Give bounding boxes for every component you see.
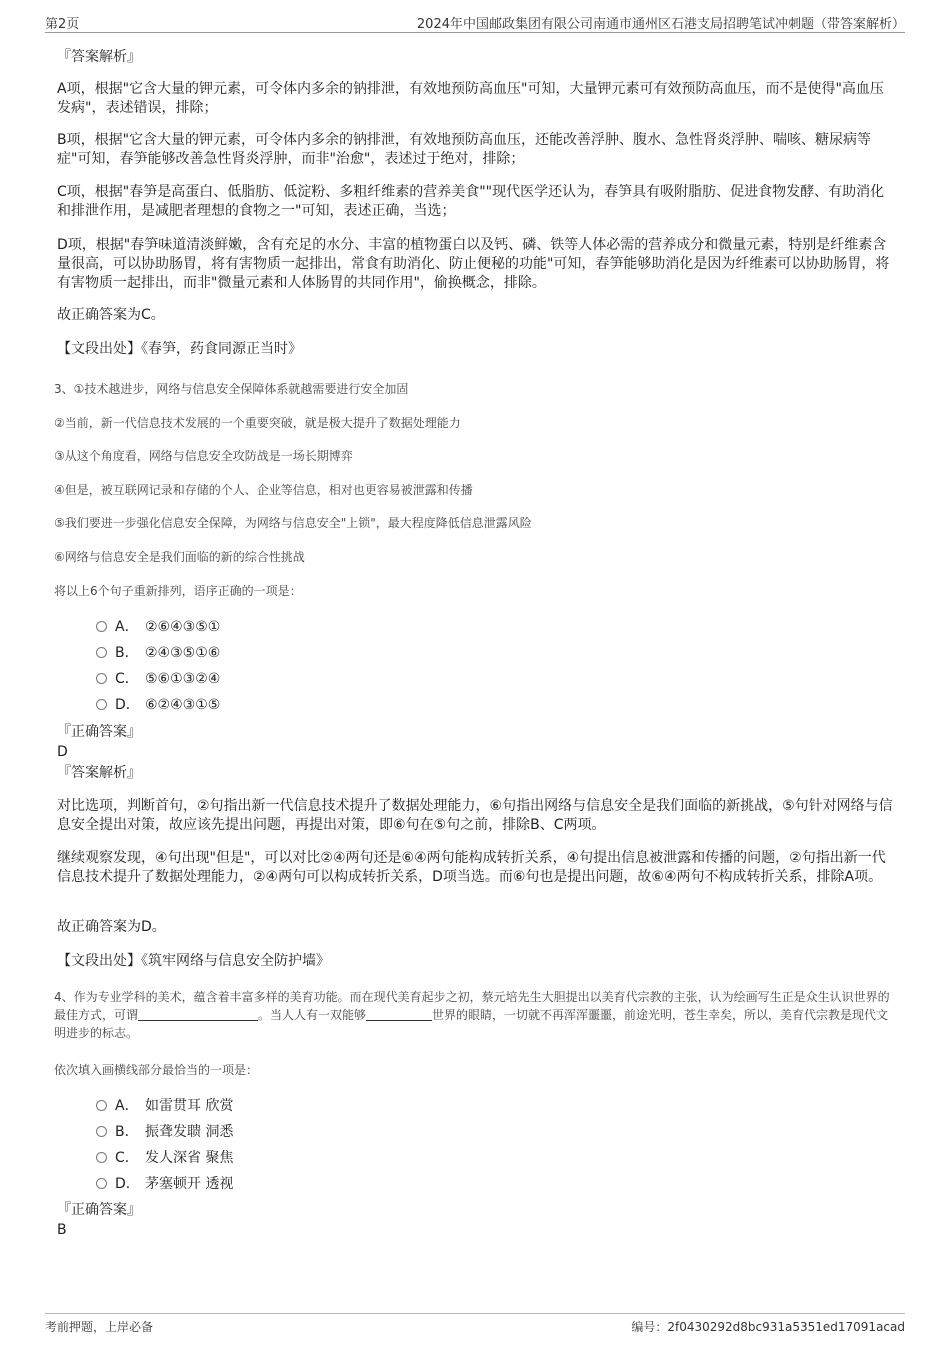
q3-sentence-6: ⑥网络与信息安全是我们面临的新的综合性挑战 [54,550,305,564]
q3-prompt: 将以上6个句子重新排列，语序正确的一项是： [54,584,302,598]
radio-icon[interactable] [96,1126,107,1137]
q3-source: 【文段出处】《筑牢网络与信息安全防护墙》 [57,953,330,969]
q3-sentence-2: ②当前，新一代信息技术发展的一个重要突破，就是极大提升了数据处理能力 [54,416,461,430]
q3-sentence-4: ④但是，被互联网记录和存储的个人、企业等信息，相对也更容易被泄露和传播 [54,483,473,497]
footer-slogan: 考前押题，上岸必备 [45,1320,154,1334]
radio-icon[interactable] [96,1100,107,1111]
q3-answer-label: 『正确答案』 [57,724,141,740]
document-id: 编号：2f0430292d8bc931a5351ed17091acad [631,1320,905,1334]
q3-analysis-label: 『答案解析』 [57,765,141,781]
q2-analysis-a: A项，根据"它含大量的钾元素，可令体内多余的钠排泄，有效地预防高血压"可知，大量钾元素可有效预防高血压，而不是使得"高血压发病"，表述错误，排除； [57,81,884,116]
q2-analysis-c: C项，根据"春笋是高蛋白、低脂肪、低淀粉、多粗纤维素的营养美食""现代医学还认为，春笋具有吸附脂肪、促进食物发酵、有助消化和排泄作用，是减肥者理想的食物之一"可知，表述正确，当选； [57,184,885,219]
page-header [45,10,905,33]
q3-option-b[interactable]: B． ②④③⑤①⑥ [96,644,220,662]
blank-2 [366,1008,432,1021]
radio-icon[interactable] [96,1178,107,1189]
q3-sentence-1: 3、①技术越进步，网络与信息安全保障体系就越需要进行安全加固 [54,382,409,396]
page-footer [45,1313,905,1338]
q2-analysis-d: D项，根据"春笋味道清淡鲜嫩，含有充足的水分、丰富的植物蛋白以及钙、磷、铁等人体必需的营养成分和微量元素，特别是纤维素含量很高，可以协助肠胃，将有害物质一起排出，常食有助消化、防止便秘的功能"可知，春笋能够助消化是因为纤维素可以协助肠胃，将有害物质一起排出，而非"微量元素和人体肠胃的共同作用"，偷换概念，排除。 [57,237,890,291]
radio-icon[interactable] [96,647,107,658]
q4-option-d[interactable]: D． 茅塞顿开 透视 [96,1175,233,1193]
radio-icon[interactable] [96,1152,107,1163]
radio-icon[interactable] [96,621,107,632]
radio-icon[interactable] [96,673,107,684]
q2-conclusion: 故正确答案为C。 [57,307,165,323]
q2-analysis-label: 『答案解析』 [57,49,141,65]
radio-icon[interactable] [96,699,107,710]
q3-option-c[interactable]: C． ⑤⑥①③②④ [96,670,220,688]
q4-option-c[interactable]: C． 发人深省 聚焦 [96,1149,233,1167]
q3-answer: D [57,744,68,760]
q3-conclusion: 故正确答案为D。 [57,919,166,935]
q3-analysis-2: 继续观察发现，④句出现"但是"，可以对比②④两句还是⑥④两句能构成转折关系，④句提出信息被泄露和传播的问题，②句指出新一代信息技术提升了数据处理能力，②④两句可以构成转折关系，D项当选。而⑥句也是提出问题，故⑥④两句不构成转折关系，排除A项。 [57,850,886,885]
blank-1 [138,1008,258,1021]
q4-option-b[interactable]: B． 振聋发聩 洞悉 [96,1123,233,1141]
q4-answer-label: 『正确答案』 [57,1202,141,1218]
page-number: 第2页 [45,17,80,32]
q4-option-a[interactable]: A． 如雷贯耳 欣赏 [96,1097,233,1115]
q4-stem: 4、作为专业学科的美术，蕴含着丰富多样的美育功能。而在现代美育起步之初，蔡元培先生大胆提出以美育代宗教的主张，认为绘画写生正是众生认识世界的最佳方式，可谓 。当人人有一双能够 世界的眼睛，一切就不再浑浑噩噩，前途光明，苍生幸矣，所以，美育代宗教是现代文明进步的标志。 [54,990,890,1040]
q4-answer: B [57,1222,67,1238]
q3-sentence-5: ⑤我们要进一步强化信息安全保障，为网络与信息安全"上锁"，最大程度降低信息泄露风险 [54,516,532,530]
q2-analysis-b: B项，根据"它含大量的钾元素，可令体内多余的钠排泄，有效地预防高血压，还能改善浮肿、腹水、急性肾炎浮肿、喘咳、糖尿病等症"可知，春笋能够改善急性肾炎浮肿，而非"治愈"，表述过于绝对，排除； [57,132,872,167]
q2-source: 【文段出处】《春笋，药食同源正当时》 [57,341,302,357]
q3-option-a[interactable]: A． ②⑥④③⑤① [96,618,220,636]
q3-sentence-3: ③从这个角度看，网络与信息安全攻防战是一场长期博弈 [54,449,353,463]
q3-analysis-1: 对比选项，判断首句，②句指出新一代信息技术提升了数据处理能力，⑥句指出网络与信息安全是我们面临的新挑战，⑤句针对网络与信息安全提出对策，故应该先提出问题，再提出对策，即⑥句在⑤句之前，排除B、C两项。 [57,798,893,833]
q3-option-d[interactable]: D． ⑥②④③①⑤ [96,696,220,714]
document-title: 2024年中国邮政集团有限公司南通市通州区石港支局招聘笔试冲刺题（带答案解析） [416,17,905,32]
q4-prompt: 依次填入画横线部分最恰当的一项是： [54,1063,259,1077]
